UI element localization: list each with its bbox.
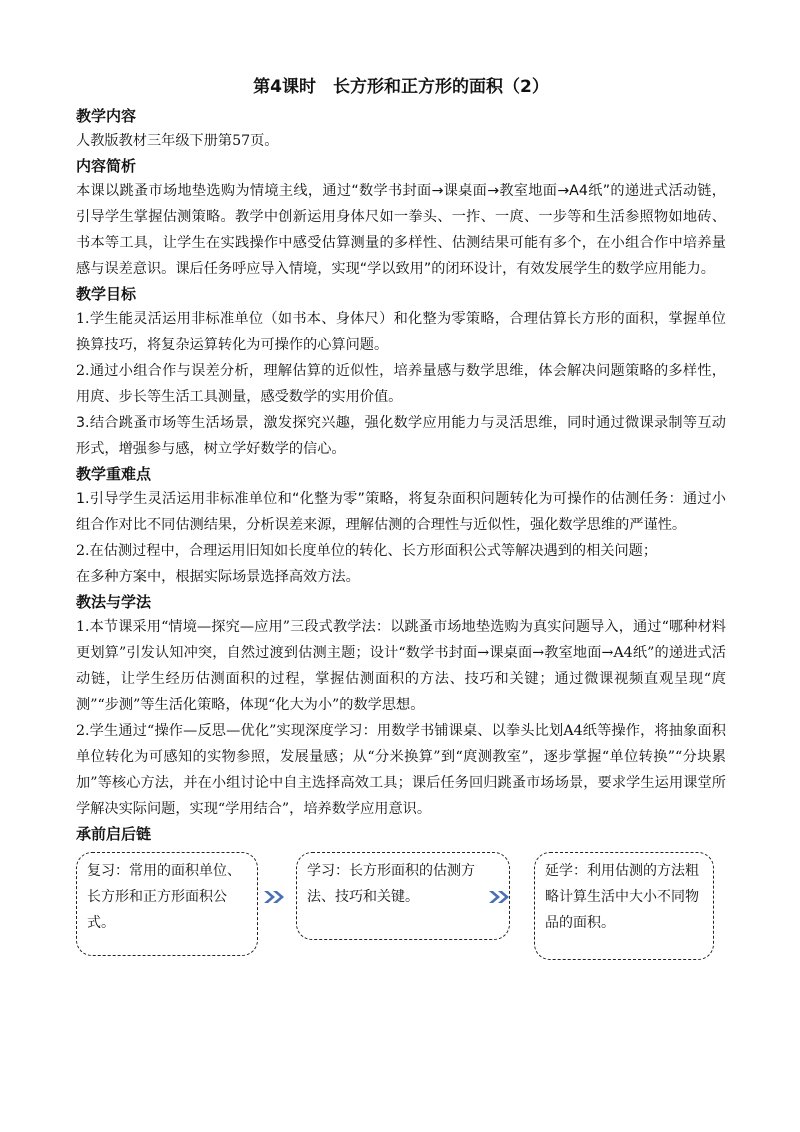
- double-chevron-right-icon: [262, 888, 290, 906]
- bridge-chain: [76, 852, 726, 960]
- heading-methods: 教法与学法: [76, 593, 152, 611]
- heading-content: 教学内容: [76, 107, 137, 125]
- method-item-2: 2.学生通过“操作—反思—优化”实现深度学习：用数学书铺课桌、以拳头比划A4纸等操作，将抽象面积单位转化为可感知的实物参照，发展量感；从“分米换算”到“庹测教室”，逐步掌握“单位转换”“分块累加”等核心方法，并在小组讨论中自主选择高效工具；课后任务回归跳蚤市场场景，要求学生运用课堂所学解决实际问题，实现“学用结合”，培养数学应用意识。: [76, 723, 726, 817]
- method-item-1: 1.本节课采用“情境—探究—应用”三段式教学法：以跳蚤市场地垫选购为真实问题导入，通过“哪种材料更划算”引发认知冲突，自然过渡到估测主题；设计“数学书封面→课桌面→教室地面→A4纸”的递进式活动链，让学生经历估测面积的过程，掌握估测面积的方法、技巧和关键；通过微课视频直观呈现“庹测”“步测”等生活化策略，体现“化大为小”的数学思想。: [76, 619, 726, 713]
- extend-box: 延学：利用估测的方法粗略计算生活中大小不同物品的面积。: [534, 852, 714, 960]
- heading-bridge: 承前启后链: [76, 825, 152, 843]
- heading-summary: 内容简析: [76, 157, 137, 175]
- double-chevron-right-icon: [487, 888, 515, 906]
- heading-goals: 教学目标: [76, 285, 137, 303]
- keypoint-item-3: 在多种方案中，根据实际场景选择高效方法。: [76, 569, 360, 585]
- document-page: [76, 72, 726, 960]
- page-title: 第4课时 长方形和正方形的面积（2）: [253, 77, 549, 97]
- learn-box: 学习：长方形面积的估测方法、技巧和关键。: [296, 852, 510, 940]
- heading-keypoints: 教学重难点: [76, 465, 152, 483]
- goal-item-3: 3.结合跳蚤市场等生活场景，激发探究兴趣，强化数学应用能力与灵活思维，同时通过微课录制等互动形式，增强参与感，树立学好数学的信心。: [76, 415, 726, 457]
- goal-item-2: 2.通过小组合作与误差分析，理解估算的近似性，培养量感与数学思维，体会解决问题策略的多样性，用庹、步长等生活工具测量，感受数学的实用价值。: [76, 363, 726, 405]
- goal-item-1: 1.学生能灵活运用非标准单位（如书本、身体尺）和化整为零策略，合理估算长方形的面积，掌握单位换算技巧，将复杂运算转化为可操作的心算问题。: [76, 311, 726, 353]
- summary-text: 本课以跳蚤市场地垫选购为情境主线，通过“数学书封面→课桌面→教室地面→A4纸”的递进式活动链，引导学生掌握估测策略。教学中创新运用身体尺如一拳头、一拃、一庹、一步等和生活参照物如地砖、书本等工具，让学生在实践操作中感受估算测量的多样性、估测结果可能有多个，在小组合作中培养量感与误差意识。课后任务呼应导入情境，实现“学以致用”的闭环设计，有效发展学生的数学应用能力。: [76, 183, 726, 277]
- keypoint-item-1: 1.引导学生灵活运用非标准单位和“化整为零”策略，将复杂面积问题转化为可操作的估测任务：通过小组合作对比不同估测结果，分析误差来源，理解估测的合理性与近似性，强化数学思维的严谨性。: [76, 491, 726, 533]
- review-box: 复习：常用的面积单位、长方形和正方形面积公式。: [76, 852, 258, 956]
- keypoint-item-2: 2.在估测过程中，合理运用旧知如长度单位的转化、长方形面积公式等解决遇到的相关问题；: [76, 543, 658, 559]
- content-text: 人教版教材三年级下册第57页。: [76, 133, 279, 149]
